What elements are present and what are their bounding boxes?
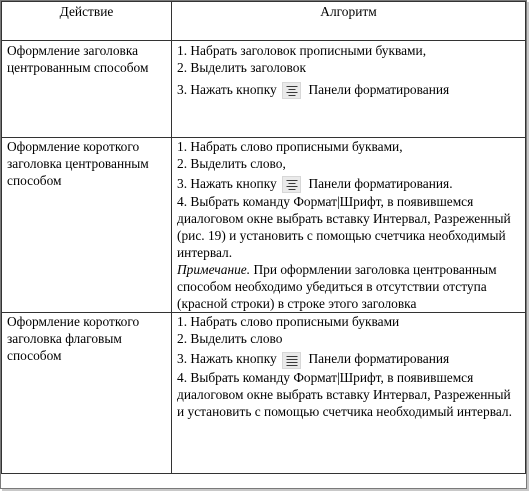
step-before: 3. Нажать кнопку [177, 351, 277, 367]
align-center-icon [282, 82, 301, 99]
header-row [2, 2, 526, 41]
algorithm-table [1, 1, 526, 474]
table-row [2, 313, 526, 474]
note-label: Примечание. [177, 262, 251, 278]
algorithm-cell [172, 138, 526, 313]
note-block [177, 261, 520, 312]
step-text: 2. Выделить слово, [177, 156, 286, 171]
action-text: Оформление заголовка центрованным способом [7, 43, 149, 75]
step-text: 2. Выделить заголовок [177, 60, 306, 75]
algorithm-cell [172, 313, 526, 474]
step-with-icon [177, 175, 520, 193]
step-text: 4. Выбрать команду Формат|Шрифт, в появившемся диалоговом окне выбрать вставку Интервал, Разреженный (рис. 19) и установить с помощью счетчика необходимый интервал. [177, 194, 511, 261]
step-after: Панели форматирования [308, 82, 450, 97]
header-algorithm: Алгоритм [172, 2, 526, 41]
step-text: 4. Выбрать команду Формат|Шрифт, в появившемся диалоговом окне выбрать вставку Интервал, Разреженный и установить с помощью счетчика необходимый интервал. [177, 369, 512, 419]
header-action: Действие [2, 2, 172, 41]
action-text: Оформление короткого заголовка центрованным способом [7, 139, 149, 188]
action-cell [2, 313, 172, 474]
step-with-icon [177, 81, 520, 99]
step-before: 3. Нажать кнопку [177, 176, 277, 191]
table-row [2, 138, 526, 313]
action-cell [2, 138, 172, 313]
step-text: 1. Набрать заголовок прописными буквами, [177, 43, 427, 58]
align-left-icon [282, 352, 301, 369]
step-text: 1. Набрать слово прописными буквами [177, 314, 400, 330]
step-with-icon [177, 350, 520, 368]
align-center-icon [282, 176, 301, 193]
step-before: 3. Нажать кнопку [177, 82, 277, 97]
table-row [2, 41, 526, 138]
action-cell [2, 41, 172, 138]
step-text: 1. Набрать слово прописными буквами, [177, 139, 403, 154]
action-text: Оформление короткого заголовка флаговым способом [7, 314, 140, 364]
step-text: 2. Выделить слово [177, 331, 283, 347]
step-after: Панели форматирования. [308, 176, 453, 191]
algorithm-cell [172, 41, 526, 138]
step-after: Панели форматирования [308, 351, 450, 367]
note-text: При оформлении заголовка центрованным способом необходимо убедиться в отсутствии отступа (красной строки) в строке этого заголовка [177, 262, 497, 312]
